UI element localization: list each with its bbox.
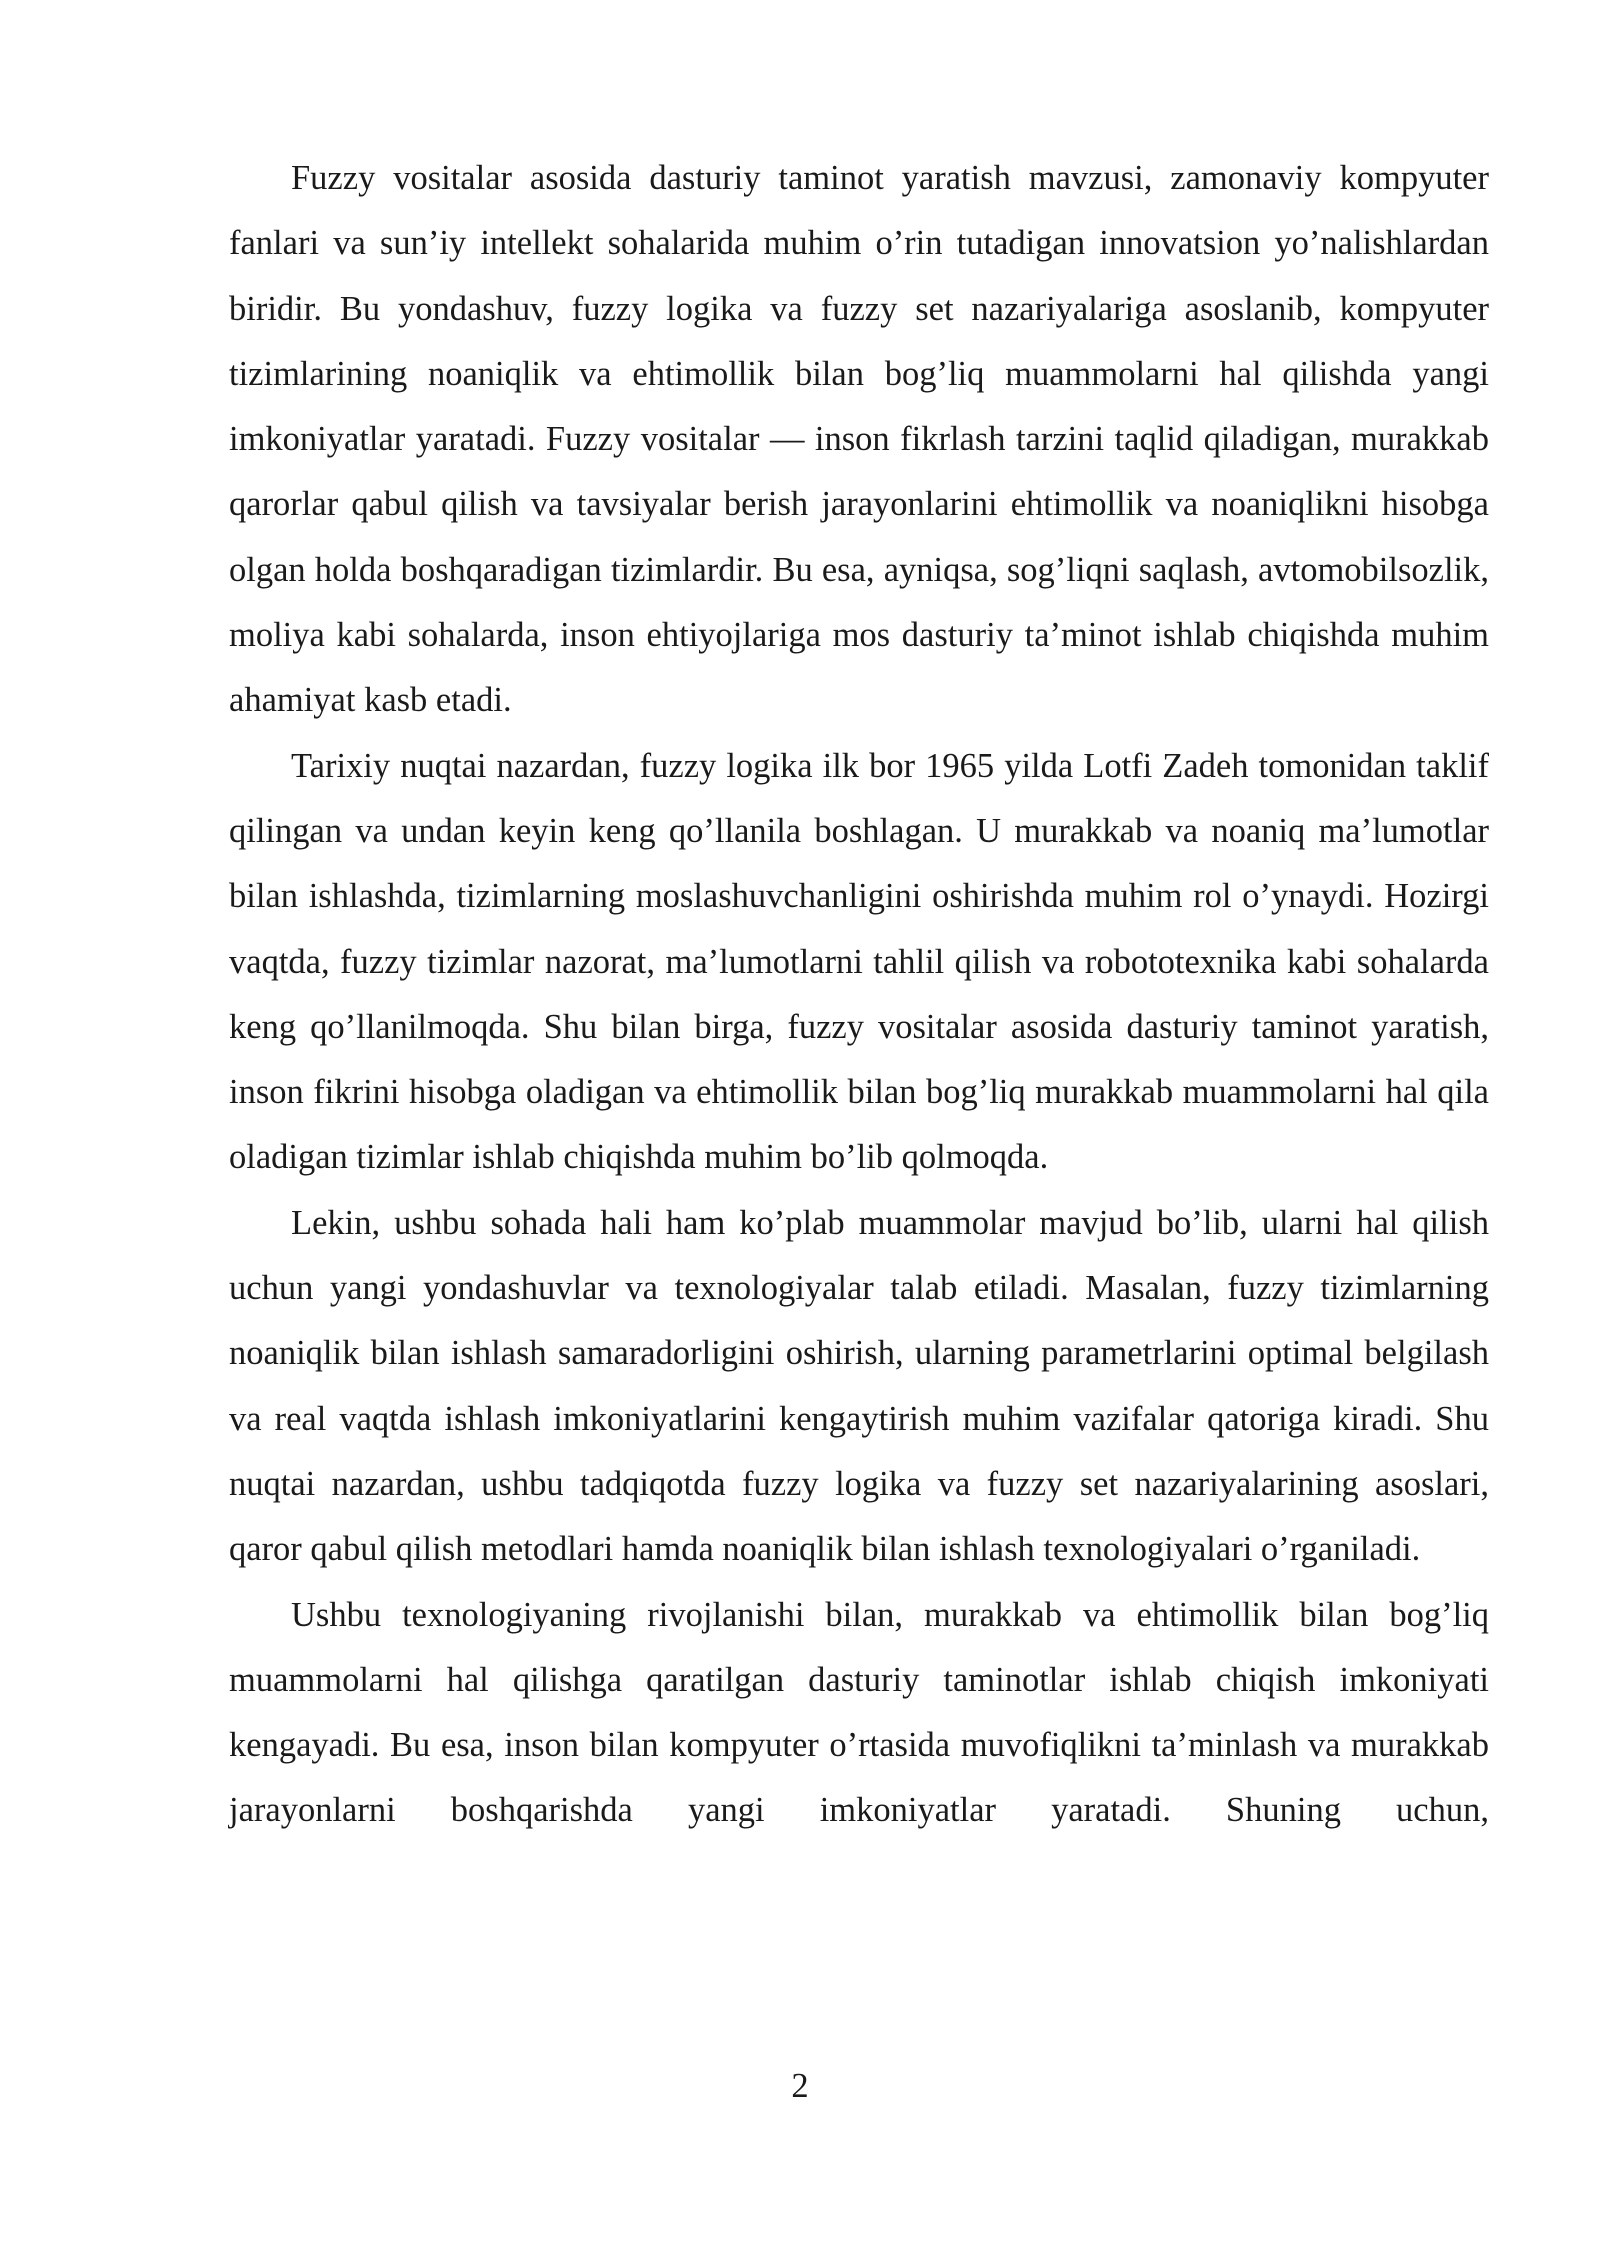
body-text <box>229 146 1489 1844</box>
paragraph-1: Fuzzy vositalar asosida dasturiy taminot yaratish mavzusi, zamonaviy kompyuter fanlari va sun’iy intellekt sohalarida muhim o’rin tutadigan innovatsion yo’nalishlardan biridir. Bu yondashuv, fuzzy logika va fuzzy set nazariyalariga asoslanib, kompyuter tizimlarining noaniqlik va ehtimollik bilan bog’liq muammolarni hal qilishda yangi imkoniyatlar yaratadi. Fuzzy vositalar — inson fikrlash tarzini taqlid qiladigan, murakkab qarorlar qabul qilish va tavsiyalar berish jarayonlarini ehtimollik va noaniqlikni hisobga olgan holda boshqaradigan tizimlardir. Bu esa, ayniqsa, sog’liqni saqlash, avtomobilsozlik, moliya kabi sohalarda, inson ehtiyojlariga mos dasturiy ta’minot ishlab chiqishda muhim ahamiyat kasb etadi. <box>229 159 1489 720</box>
paragraph-4: Ushbu texnologiyaning rivojlanishi bilan, murakkab va ehtimollik bilan bog’liq muammolarni hal qilishga qaratilgan dasturiy taminotlar ishlab chiqish imkoniyati kengayadi. Bu esa, inson bilan kompyuter o’rtasida muvofiqlikni ta’minlash va murakkab jarayonlarni boshqarishda yangi imkoniyatlar yaratadi. Shuning uchun, <box>229 1595 1489 1830</box>
paragraph-3: Lekin, ushbu sohada hali ham ko’plab muammolar mavjud bo’lib, ularni hal qilish uchun yangi yondashuvlar va texnologiyalar talab etiladi. Masalan, fuzzy tizimlarning noaniqlik bilan ishlash samaradorligini oshirish, ularning parametrlarini optimal belgilash va real vaqtda ishlash imkoniyatlarini kengaytirish muhim vazifalar qatoriga kiradi. Shu nuqtai nazardan, ushbu tadqiqotda fuzzy logika va fuzzy set nazariyalarining asoslari, qaror qabul qilish metodlari hamda noaniqlik bilan ishlash texnologiyalari o’rganiladi. <box>229 1203 1489 1569</box>
page-number: 2 <box>791 2067 809 2105</box>
paragraph-2: Tarixiy nuqtai nazardan, fuzzy logika ilk bor 1965 yilda Lotfi Zadeh tomonidan taklif qilingan va undan keyin keng qo’llanila boshlagan. U murakkab va noaniq ma’lumotlar bilan ishlashda, tizimlarning moslashuvchanligini oshirishda muhim rol o’ynaydi. Hozirgi vaqtda, fuzzy tizimlar nazorat, ma’lumotlarni tahlil qilish va robototexnika kabi sohalarda keng qo’llanilmoqda. Shu bilan birga, fuzzy vositalar asosida dasturiy taminot yaratish, inson fikrini hisobga oladigan va ehtimollik bilan bog’liq murakkab muammolarni hal qila oladigan tizimlar ishlab chiqishda muhim bo’lib qolmoqda. <box>229 746 1489 1177</box>
